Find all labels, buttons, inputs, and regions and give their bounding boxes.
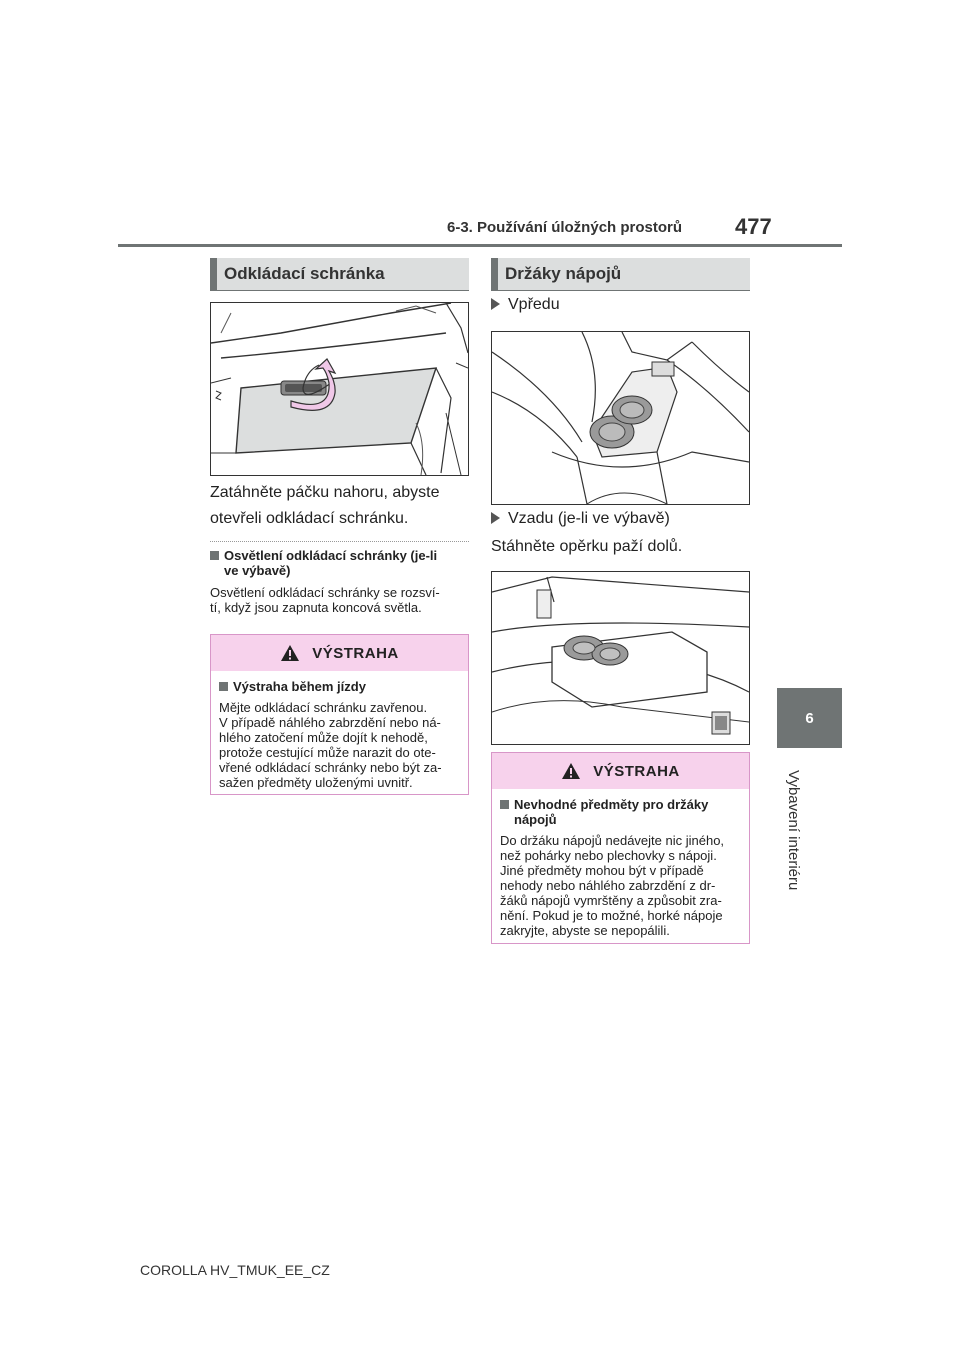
glovebox-section-heading	[210, 258, 469, 290]
warning-line: Jiné předměty mohou být v případě	[500, 863, 704, 878]
rear-label-text: Vzadu (je-li ve výbavě)	[508, 510, 670, 527]
rear-caption: Stáhněte opěrku paží dolů.	[491, 538, 683, 555]
section-underline	[491, 290, 750, 291]
section-underline	[210, 290, 469, 291]
warning-line: Do držáku nápojů nedávejte nic jiného,	[500, 833, 725, 848]
square-bullet-icon	[500, 800, 509, 809]
light-heading-line: Osvětlení odkládací schránky (je-li	[224, 548, 438, 563]
glovebox-warning-box	[210, 634, 469, 795]
warning-line: nehody nebo náhlého zabrzdění z dr-	[500, 878, 716, 893]
dotted-divider	[210, 541, 469, 542]
warning-line: V případě náhlého zabrzdění nebo ná-	[219, 715, 441, 730]
rear-label	[491, 506, 670, 532]
rear-cupholder-illustration	[491, 571, 750, 745]
warning-line: nění. Pokud je to možné, horké nápoje	[500, 908, 723, 923]
warning-triangle-icon	[561, 762, 581, 780]
model-code: COROLLA HV_TMUK_EE_CZ	[140, 1262, 330, 1278]
header-rule	[118, 244, 842, 247]
cupholder-section-title: Držáky nápojů	[505, 264, 622, 283]
triangle-bullet-icon	[491, 512, 500, 524]
warning-line: hlého zatočení může dojít k nehodě,	[219, 730, 428, 745]
warning-line: sažen předměty uloženými uvnitř.	[219, 775, 413, 790]
warning-title: VÝSTRAHA	[312, 644, 399, 662]
glovebox-caption-line: Zatáhněte páčku nahoru, abyste	[210, 484, 440, 501]
warning-heading-text: Nevhodné předměty pro držáky	[514, 797, 709, 812]
warning-line: zakryjte, abyste se nepopálili.	[500, 923, 670, 938]
warning-line: než pohárky nebo plechovky s nápoji.	[500, 848, 717, 863]
warning-text	[500, 833, 743, 938]
triangle-bullet-icon	[491, 298, 500, 310]
front-label	[491, 292, 560, 318]
glovebox-instructions	[210, 480, 469, 532]
light-text-line: tí, když jsou zapnuta koncová světla.	[210, 600, 422, 615]
glovebox-section-title: Odkládací schránka	[224, 264, 385, 283]
warning-text	[219, 700, 462, 790]
square-bullet-icon	[219, 682, 228, 691]
front-label-text: Vpředu	[508, 296, 560, 313]
light-text-line: Osvětlení odkládací schránky se rozsví-	[210, 585, 440, 600]
warning-heading-text: Výstraha během jízdy	[233, 679, 366, 694]
cupholder-section-heading	[491, 258, 750, 290]
front-cupholder-illustration	[491, 331, 750, 505]
light-heading	[210, 548, 469, 563]
page-number: 477	[735, 214, 772, 239]
warning-line: protože cestující může narazit do ote-	[219, 745, 436, 760]
glovebox-caption-line: otevřeli odkládací schránku.	[210, 510, 409, 527]
warning-line: žáků nápojů vymrštěny a způsobit zra-	[500, 893, 722, 908]
chapter-tab	[777, 688, 842, 748]
warning-title: VÝSTRAHA	[593, 762, 680, 780]
glovebox-illustration	[210, 302, 469, 476]
light-heading-line: ve výbavě)	[224, 563, 291, 578]
square-bullet-icon	[210, 551, 219, 560]
warning-heading	[500, 797, 743, 812]
warning-body	[211, 671, 468, 798]
light-subsection	[210, 548, 469, 615]
chapter-number: 6	[805, 709, 814, 727]
chapter-title: Vybavení interiéru	[785, 770, 802, 891]
warning-header	[492, 753, 749, 789]
warning-heading	[219, 679, 462, 694]
warning-line: vřené odkládací schránky nebo být za-	[219, 760, 442, 775]
chapter-side-label	[780, 770, 810, 890]
warning-body	[492, 789, 749, 946]
warning-heading-line: nápojů	[514, 812, 557, 827]
warning-line: Mějte odkládací schránku zavřenou.	[219, 700, 428, 715]
warning-header	[211, 635, 468, 671]
warning-triangle-icon	[280, 644, 300, 662]
section-title: 6-3. Používání úložných prostorů	[447, 219, 683, 236]
cupholder-warning-box	[491, 752, 750, 944]
